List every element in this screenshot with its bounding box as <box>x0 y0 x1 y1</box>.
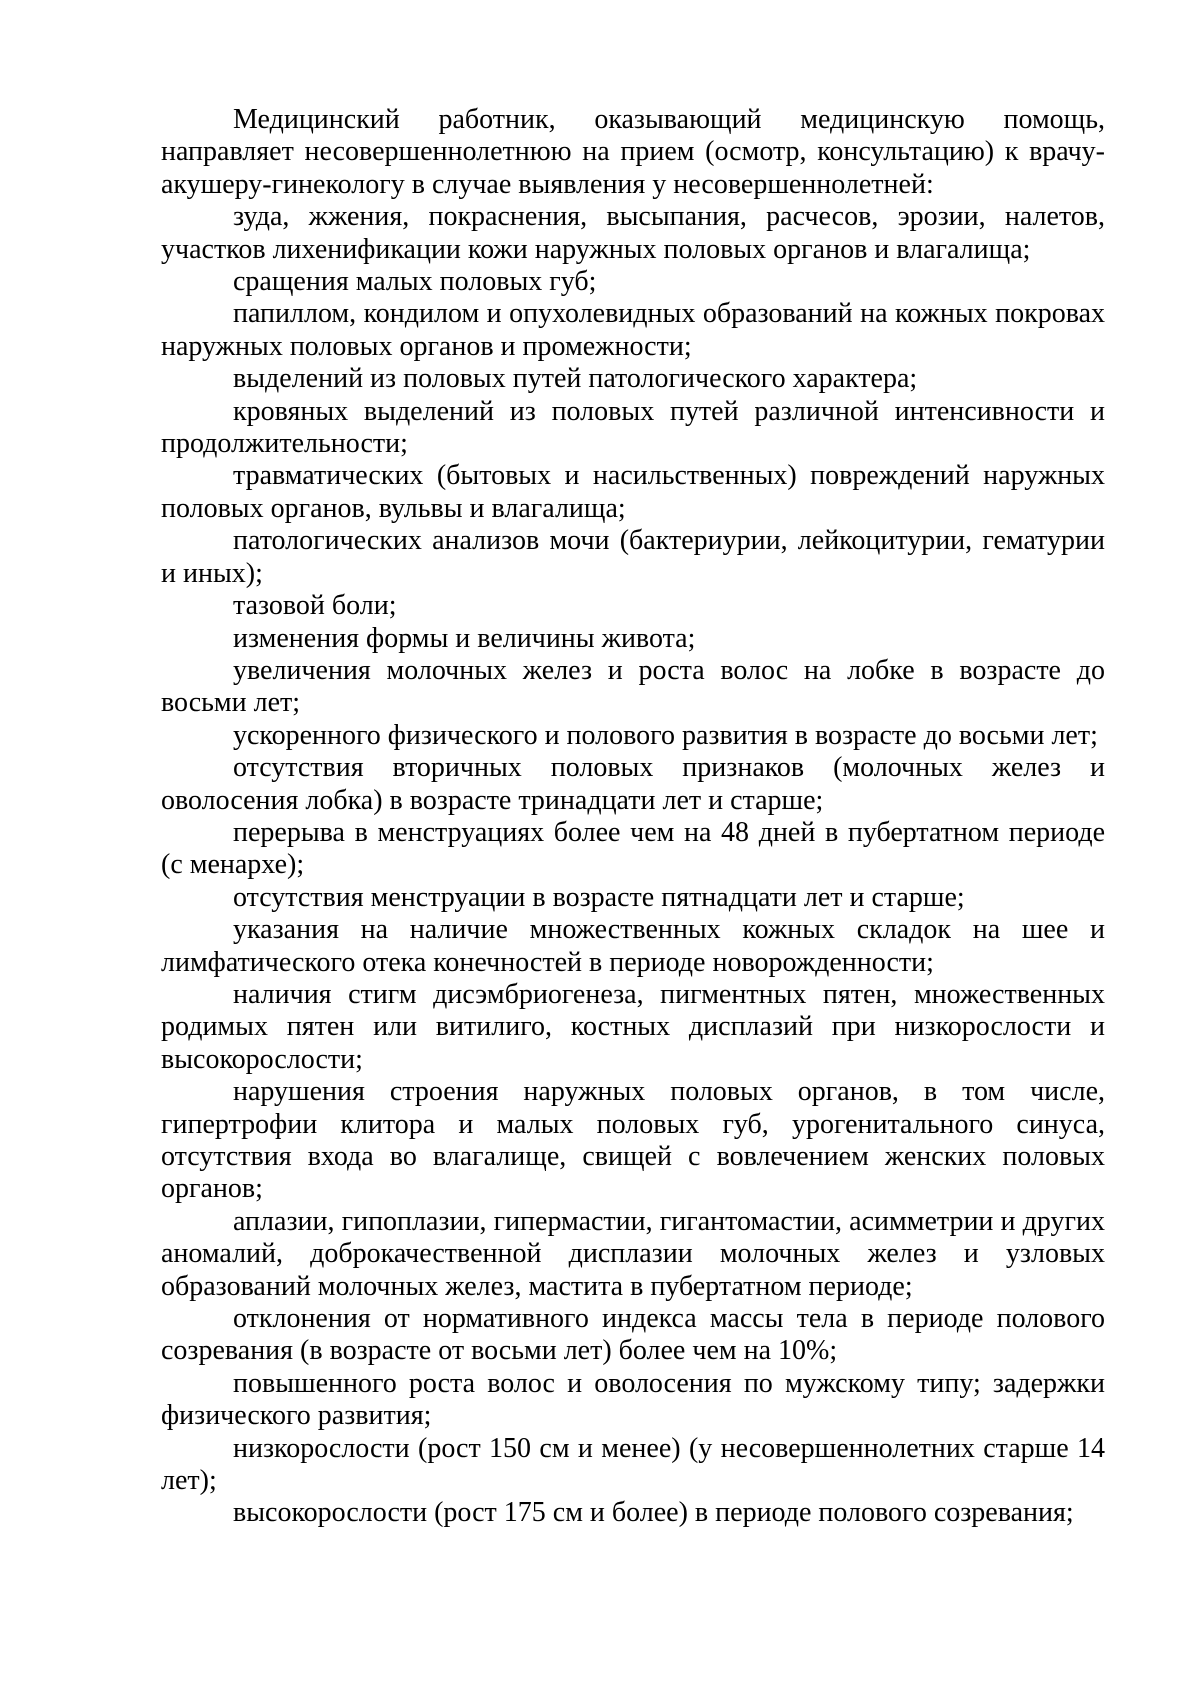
document-body <box>161 104 1105 1530</box>
list-item: выделений из половых путей патологического характера; <box>233 363 918 395</box>
list-item: нарушения строения наружных половых органов, в том числе, гипертрофии клитора и малых половых губ, урогенитального синуса, отсутствия входа во влагалище, свищей с вовлечением женских половых органов; <box>161 1076 1105 1205</box>
list-item: аплазии, гипоплазии, гипермастии, гигантомастии, асимметрии и других аномалий, доброкачественной дисплазии молочных желез и узловых образований молочных желез, мастита в пубертатном периоде; <box>161 1205 1105 1302</box>
list-item: увеличения молочных желез и роста волос на лобке в возрасте до восьми лет; <box>161 654 1105 719</box>
list-item: повышенного роста волос и оволосения по мужскому типу; задержки физического развития; <box>161 1367 1105 1432</box>
list-item: отсутствия менструации в возрасте пятнадцати лет и старше; <box>233 881 965 913</box>
list-item: изменения формы и величины живота; <box>233 622 696 654</box>
list-item: зуда, жжения, покраснения, высыпания, расчесов, эрозии, налетов, участков лихенификации кожи наружных половых органов и влагалища; <box>161 201 1105 265</box>
list-item: тазовой боли; <box>233 590 397 622</box>
list-item: перерыва в менструациях более чем на 48 дней в пубертатном периоде (с менархе); <box>161 816 1105 881</box>
list-item: травматических (бытовых и насильственных) повреждений наружных половых органов, вульвы и влагалища; <box>161 460 1105 524</box>
list-item: отсутствия вторичных половых признаков (молочных желез и оволосения лобка) в возрасте тринадцати лет и старше; <box>161 752 1105 816</box>
list-item: низкорослости (рост 150 см и менее) (у несовершеннолетних старше 14 лет); <box>161 1432 1105 1497</box>
list-item: высокорослости (рост 175 см и более) в периоде полового созревания; <box>233 1497 1074 1529</box>
list-item: сращения малых половых губ; <box>233 266 597 298</box>
list-item: наличия стигм дисэмбриогенеза, пигментных пятен, множественных родимых пятен или витилиго, костных дисплазий при низкорослости и высокорослости; <box>161 978 1105 1075</box>
list-item: ускоренного физического и полового развития в возрасте до восьми лет; <box>233 719 1098 751</box>
intro-paragraph: Медицинский работник, оказывающий медицинскую помощь, направляет несовершеннолетнюю на прием (осмотр, консультацию) к врачу-акушеру-гинекологу в случае выявления у несовершеннолетней: <box>161 104 1105 200</box>
list-item: кровяных выделений из половых путей различной интенсивности и продолжительности; <box>161 395 1105 460</box>
list-item: отклонения от нормативного индекса массы тела в периоде полового созревания (в возрасте от восьми лет) более чем на 10%; <box>161 1303 1105 1367</box>
list-item: указания на наличие множественных кожных складок на шее и лимфатического отека конечностей в периоде новорожденности; <box>161 914 1105 978</box>
list-item: папиллом, кондилом и опухолевидных образований на кожных покровах наружных половых органов и промежности; <box>161 298 1105 362</box>
list-item: патологических анализов мочи (бактериурии, лейкоцитурии, гематурии и иных); <box>161 525 1105 589</box>
